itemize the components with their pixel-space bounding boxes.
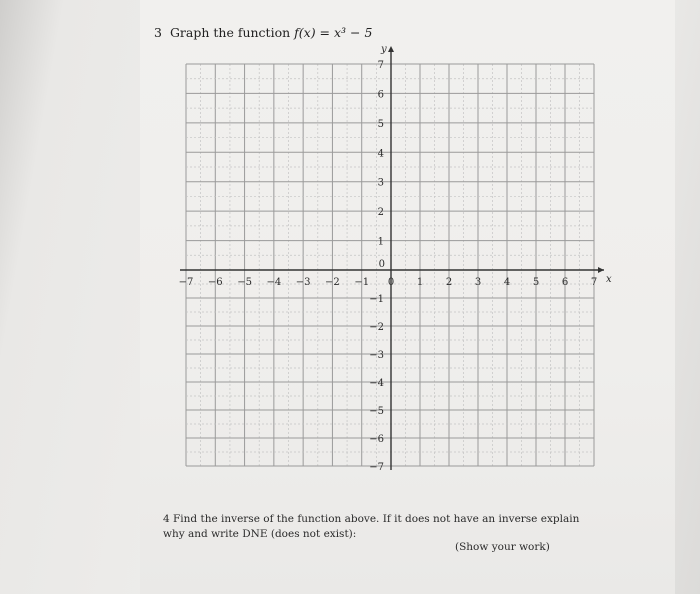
x-tick-label: 4 [503,277,511,288]
y-tick-label: −3 [369,350,384,361]
y-tick-label: 4 [377,148,384,160]
x-axis-label: x [606,274,612,285]
x-tick-label: −5 [237,277,252,288]
x-axis-arrow-icon [598,267,604,273]
y-tick-label: −6 [369,434,384,445]
y-axis-arrow-icon [388,46,394,52]
show-work-note: (Show your work) [455,541,550,553]
x-tick-label: −1 [354,277,370,288]
y-tick-label: −7 [369,462,384,473]
x-tick-label: 6 [561,277,569,288]
y-tick-label: 6 [377,89,384,101]
y-tick-label: −1 [369,294,384,305]
y-tick-label: 0 [378,259,385,270]
x-tick-label: 0 [387,277,395,288]
x-tick-label: −3 [295,277,311,288]
question-3-function: f(x) = x³ − 5 [294,25,373,40]
x-tick-label: 5 [532,277,540,288]
y-tick-label: 7 [377,60,384,71]
x-tick-label: −6 [207,277,223,288]
y-tick-label: 1 [377,236,384,248]
x-tick-label: −2 [325,277,340,288]
x-tick-label: 1 [416,277,424,288]
x-tick-label: 3 [474,277,482,288]
x-tick-label: −4 [266,277,282,288]
y-tick-label: 2 [377,207,384,219]
y-tick-label: 5 [377,118,384,130]
grid-lines [186,64,594,466]
y-tick-label: −5 [369,406,384,417]
y-axis-label: y [381,44,387,55]
axes [180,46,604,470]
x-tick-label: −7 [178,277,194,288]
y-tick-label: −2 [369,322,384,333]
y-tick-label: −4 [369,378,384,389]
question-3-number: 3 [154,25,162,40]
x-tick-label: 2 [445,277,453,288]
x-tick-label: 7 [590,277,598,288]
question-3-prefix: Graph the function [169,25,291,40]
question-4-text: 4 Find the inverse of the function above. If it does not have an inverse explain why and write DNE (does not exist): [163,513,580,540]
y-tick-label: 3 [377,177,384,189]
